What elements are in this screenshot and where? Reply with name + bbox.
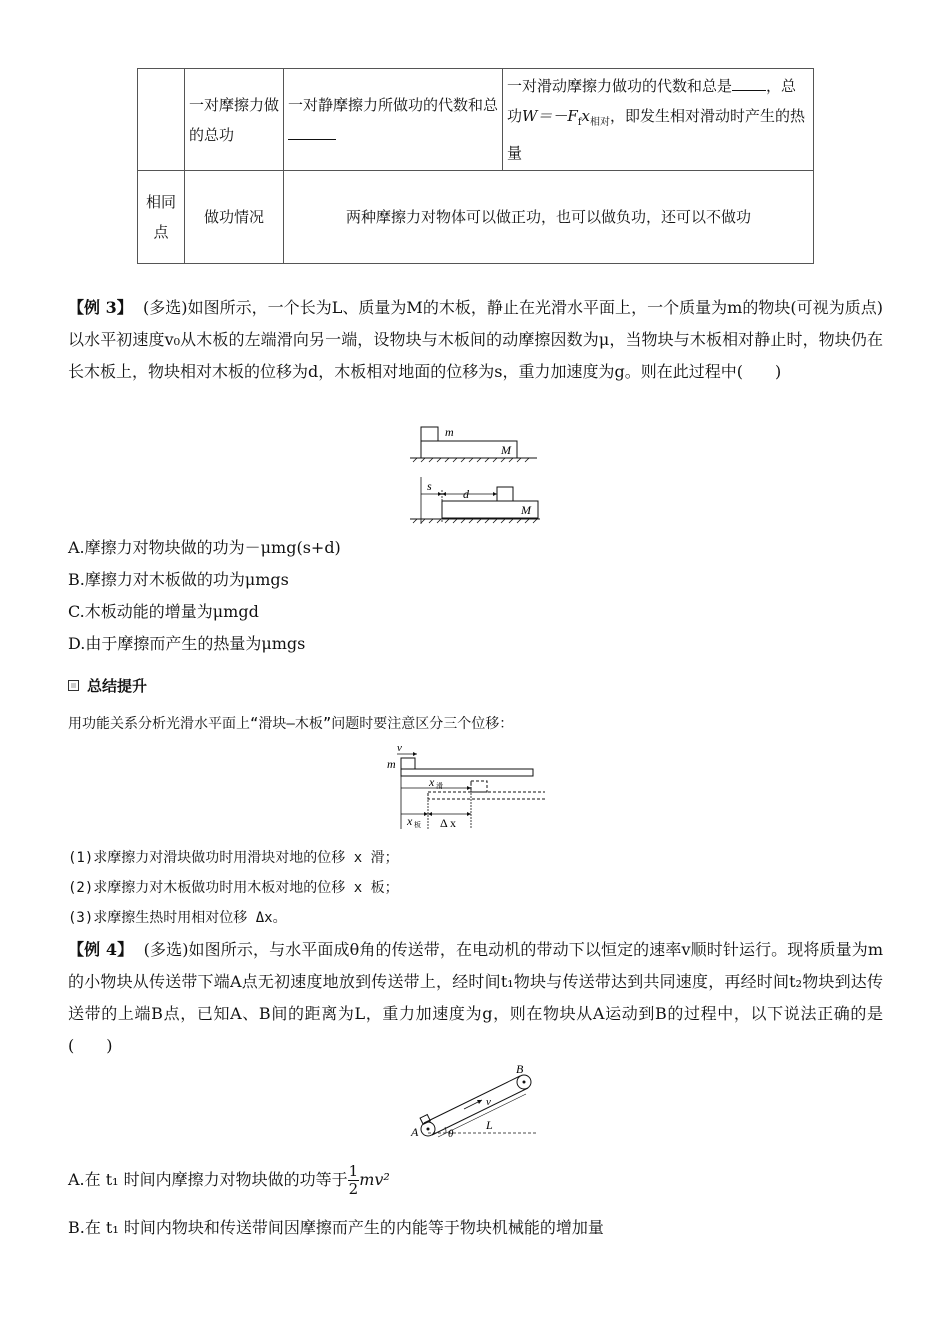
fraction-numerator: 1 [348,1162,359,1180]
fraction-half [348,1163,360,1198]
formula-sub-rel: 相对 [590,117,611,128]
ground-hatch-2 [413,519,537,523]
table-row [138,69,814,171]
block-m-moved [497,487,513,501]
table-cell-work-description: 两种摩擦力对物体可以做正功，也可以做负功，还可以不做功 [284,171,814,264]
static-friction-text: 一对静摩擦力所做功的代数和总 [288,95,499,114]
formula-sub-f: f [577,117,582,128]
example-4-label: 【例 4】 [68,940,134,959]
slider-block [401,758,415,769]
table-cell-total-work: 一对摩擦力做的总功 [185,69,284,171]
arrowhead [442,492,446,496]
example-3-text: (多选)如图所示，一个长为L、质量为M的木板，静止在光滑水平面上，一个质量为m的物块(可视为质点)以水平初速度v₀从木板的左端滑向另一端，设物块与木板间的动摩擦因数为μ，当物块与木板相对静止时，物块仍在长木板上，物块相对木板的位移为d，木板相对地面的位移为s，重力加速度为g。则在此过程中( ) [68,298,883,381]
option-a-text: A.在 t₁ 时间内摩擦力对物块做的功等于 [68,1170,348,1189]
label-v: v [486,1096,491,1108]
label-v: v [397,742,402,754]
block-m [421,427,438,441]
small-block [420,1115,430,1125]
summary-heading [68,675,147,696]
ground-hatch [413,458,529,462]
board-moved [428,792,545,799]
arrowhead [428,812,432,816]
summary-item-1: (1)求摩擦力对滑块做功时用滑块对地的位移 x 滑； [68,850,399,866]
example-3-label: 【例 3】 [68,298,133,317]
formula-w: W＝－F [522,107,578,125]
answer-blank [732,76,766,91]
label-M-moved: M [521,503,531,517]
summary-heading-text: 总结提升 [87,677,148,695]
example-4-text: (多选)如图所示，与水平面成θ角的传送带，在电动机的带动下以恒定的速率v顺时针运行。现将质量为m的小物块从传送带下端A点无初速度地放到传送带上，经时间t₁物块与传送带达到共同速度，再经时间t₂物块到达传送带的上端B点，已知A、B间的距离为L，重力加速度为g，则在物块从A运动到B的过程中，以下说法正确的是( ) [68,940,883,1055]
summary-item-3: (3)求摩擦生热时用相对位移 Δx。 [68,910,287,926]
example-3-figure [405,422,545,527]
pulley-b-center [523,1081,526,1084]
figure-top-state [410,425,537,462]
figure-bottom-state [410,477,540,524]
label-m: m [387,757,396,771]
sliding-friction-text-a: 一对滑动摩擦力做功的代数和总是 [507,77,733,95]
example-4-option-b: B.在 t₁ 时间内物块和传送带间因摩擦而产生的内能等于物块机械能的增加量 [68,1218,604,1237]
board [401,769,533,776]
table-cell-sliding-friction [503,69,814,171]
slider-block-moved [471,781,487,792]
example-3-option-c: C.木板动能的增量为μmgd [68,602,259,621]
example-3-option-d: D.由于摩擦而产生的热量为μmgs [68,634,306,653]
example-4-figure [408,1063,543,1145]
arrowhead [467,812,471,816]
comparison-table [137,68,814,264]
arrowhead [493,492,497,496]
summary-intro: 用功能关系分析光滑水平面上“滑块—木板”问题时要注意区分三个位移： [68,716,514,732]
label-m: m [445,425,454,439]
label-x-slide-sub: 滑 [436,782,443,790]
label-L: L [486,1118,493,1132]
summary-figure [385,741,545,833]
sliding-friction-text-b: ，总功 [507,77,797,125]
arrowhead [413,752,417,756]
table-cell-similarity: 相同点 [138,171,185,264]
fraction-denominator: 2 [348,1180,359,1198]
label-theta: θ [448,1128,454,1140]
example-3-stem [68,292,883,388]
table-row [138,171,814,264]
formula-x: x [581,107,591,125]
sliding-friction-text-c: ，即发生相对滑动时产生的热量 [507,107,806,162]
table-cell-empty [138,69,185,171]
label-s: s [427,479,432,493]
example-4-stem [68,934,883,1062]
table-cell-static-friction [284,69,503,171]
option-a-formula: mv² [359,1170,390,1189]
answer-blank [288,125,336,140]
label-M: M [501,443,511,457]
label-x-board: x [407,814,413,828]
label-dx: Δ x [440,816,457,830]
square-bullet-icon [68,680,79,691]
label-x-board-sub: 板 [414,821,421,829]
pulley-a-center [427,1128,430,1131]
table-cell-work-case: 做功情况 [185,171,284,264]
label-B: B [516,1063,524,1076]
example-4-option-a [68,1160,390,1200]
label-d: d [463,487,469,501]
example-3-option-a: A.摩擦力对物块做的功为－μmg(s+d) [68,538,341,557]
example-3-option-b: B.摩擦力对木板做的功为μmgs [68,570,289,589]
label-x-slide: x [429,775,435,789]
label-A: A [411,1125,419,1139]
arrowhead [467,786,471,790]
arrowhead [438,492,442,496]
summary-item-2: (2)求摩擦力对木板做功时用木板对地的位移 x 板； [68,880,399,896]
arrowhead [424,812,428,816]
